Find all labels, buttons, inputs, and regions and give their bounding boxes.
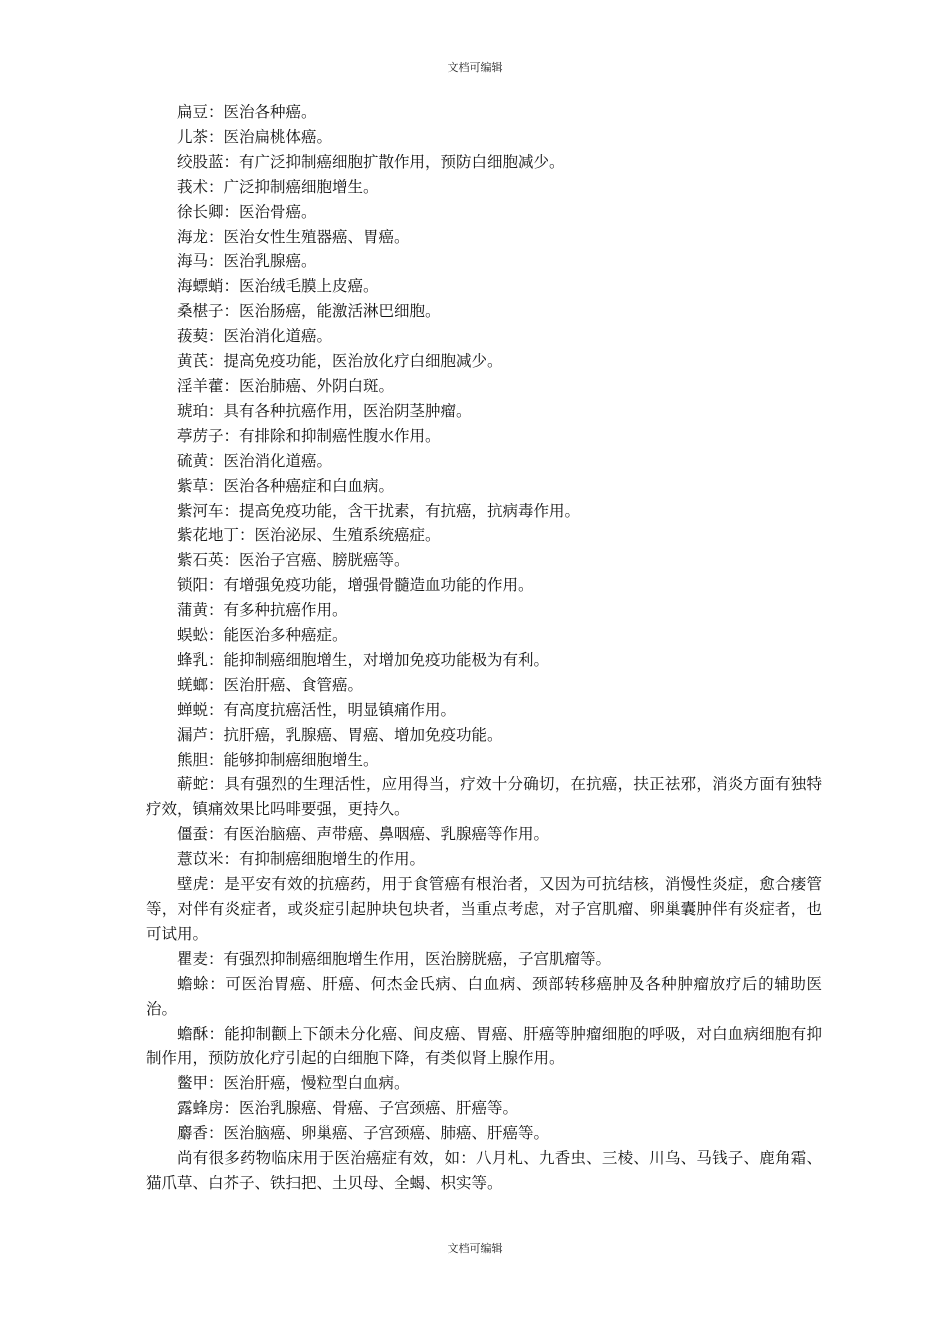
entry-zishiying: 紫石英：医治子宫癌、膀胱癌等。 bbox=[177, 551, 410, 570]
entry-lufengfang: 露蜂房：医治乳腺癌、骨癌、子宫颈癌、肝癌等。 bbox=[177, 1099, 519, 1118]
entry-huangqi: 黄芪：提高免疫功能，医治放化疗白细胞减少。 bbox=[177, 352, 503, 371]
entry-qishe: 蕲蛇：具有强烈的生理活性，应用得当，疗效十分确切，在抗癌，扶正祛邪，消炎方面有独特疗效，镇痛效果比吗啡要强，更持久。 bbox=[146, 775, 822, 819]
entry-loulu: 漏芦：抗肝癌，乳腺癌、胃癌、增加免疫功能。 bbox=[177, 725, 503, 744]
entry-xuchangqing: 徐长卿：医治骨癌。 bbox=[177, 202, 317, 221]
entry-suoyang: 锁阳：有增强免疫功能，增强骨髓造血功能的作用。 bbox=[177, 576, 534, 595]
entry-ercha: 儿茶：医治扁桃体癌。 bbox=[177, 127, 333, 146]
entry-jiaogulan: 绞股蓝：有广泛抑制癌细胞扩散作用，预防白细胞减少。 bbox=[177, 152, 565, 171]
entry-sangshenzi: 桑椹子：医治肠癌，能激活淋巴细胞。 bbox=[177, 302, 441, 321]
entry-wugong: 蜈蚣：能医治多种癌症。 bbox=[177, 626, 348, 645]
entry-ezhu: 莪术：广泛抑制癌细胞增生。 bbox=[177, 177, 379, 196]
entry-chanchu: 蟾蜍：可医治胃癌、肝癌、何杰金氏病、白血病、颈部转移癌肿及各种肿瘤放疗后的辅助医治。 bbox=[146, 974, 822, 1018]
entry-haima: 海马：医治乳腺癌。 bbox=[177, 252, 317, 271]
entry-jiangcan: 僵蚕：有医治脑癌、声带癌、鼻咽癌、乳腺癌等作用。 bbox=[177, 825, 550, 844]
entry-bihu: 壁虎：是平安有效的抗癌药，用于食管癌有根治者，又因为可抗结核，消慢性炎症，愈合瘘管等，对伴有炎症者，或炎症引起肿块包块者，当重点考虑，对子宫肌瘤、卵巢囊肿伴有炎症者，也可试用。 bbox=[146, 875, 822, 943]
closing-paragraph: 尚有很多药物临床用于医治癌症有效，如：八月札、九香虫、三棱、川乌、马钱子、鹿角霜、猫爪草、白芥子、铁扫把、土贝母、全蝎、枳实等。 bbox=[146, 1149, 822, 1192]
entry-biejia: 鳖甲：医治肝癌，慢粒型白血病。 bbox=[177, 1074, 410, 1093]
entry-puhuang: 蒲黄：有多种抗癌作用。 bbox=[177, 601, 348, 620]
entry-qianglang: 蜣螂：医治肝癌、食管癌。 bbox=[177, 675, 364, 694]
entry-fengru: 蜂乳：能抑制癌细胞增生，对增加免疫功能极为有利。 bbox=[177, 650, 550, 669]
entry-yiyimi: 薏苡米：有抑制癌细胞增生的作用。 bbox=[177, 850, 426, 869]
entry-ziheche: 紫河车：提高免疫功能，含干扰素，有抗癌，抗病毒作用。 bbox=[177, 501, 581, 520]
entry-hailong: 海龙：医治女性生殖器癌、胃癌。 bbox=[177, 227, 410, 246]
entry-shexiang: 麝香：医治脑癌、卵巢癌、子宫颈癌、肺癌、肝癌等。 bbox=[177, 1124, 550, 1143]
entry-baqia: 菝葜：医治消化道癌。 bbox=[177, 327, 333, 346]
document-body bbox=[146, 100, 822, 1196]
entry-qumai: 瞿麦：有强烈抑制癌细胞增生作用，医治膀胱癌，子宫肌瘤等。 bbox=[177, 949, 612, 968]
entry-zicao: 紫草：医治各种癌症和白血病。 bbox=[177, 476, 395, 495]
entry-chantui: 蝉蜕：有高度抗癌活性，明显镇痛作用。 bbox=[177, 700, 457, 719]
entry-yinyanghuo: 淫羊藿：医治肺癌、外阴白斑。 bbox=[177, 376, 395, 395]
entry-tinglizi: 葶苈子：有排除和抑制癌性腹水作用。 bbox=[177, 426, 441, 445]
entry-xiongdan: 熊胆：能够抑制癌细胞增生。 bbox=[177, 750, 379, 769]
entry-zihuadiding: 紫花地丁：医治泌尿、生殖系统癌症。 bbox=[177, 526, 441, 545]
page-header: 文档可编辑 bbox=[447, 61, 503, 74]
entry-biandou: 扁豆：医治各种癌。 bbox=[177, 103, 317, 121]
entry-hupo: 琥珀：具有各种抗癌作用，医治阴茎肿瘤。 bbox=[177, 401, 472, 420]
entry-liuhuang: 硫黄：医治消化道癌。 bbox=[177, 451, 333, 470]
entry-chansu: 蟾酥：能抑制颧上下颌未分化癌、间皮癌、胃癌、肝癌等肿瘤细胞的呼吸，对白血病细胞有抑制作用，预防放化疗引起的白细胞下降，有类似肾上腺作用。 bbox=[146, 1024, 822, 1068]
page-footer: 文档可编辑 bbox=[447, 1242, 503, 1255]
entry-haipiaoxiao: 海螵蛸：医治绒毛膜上皮癌。 bbox=[177, 277, 379, 296]
